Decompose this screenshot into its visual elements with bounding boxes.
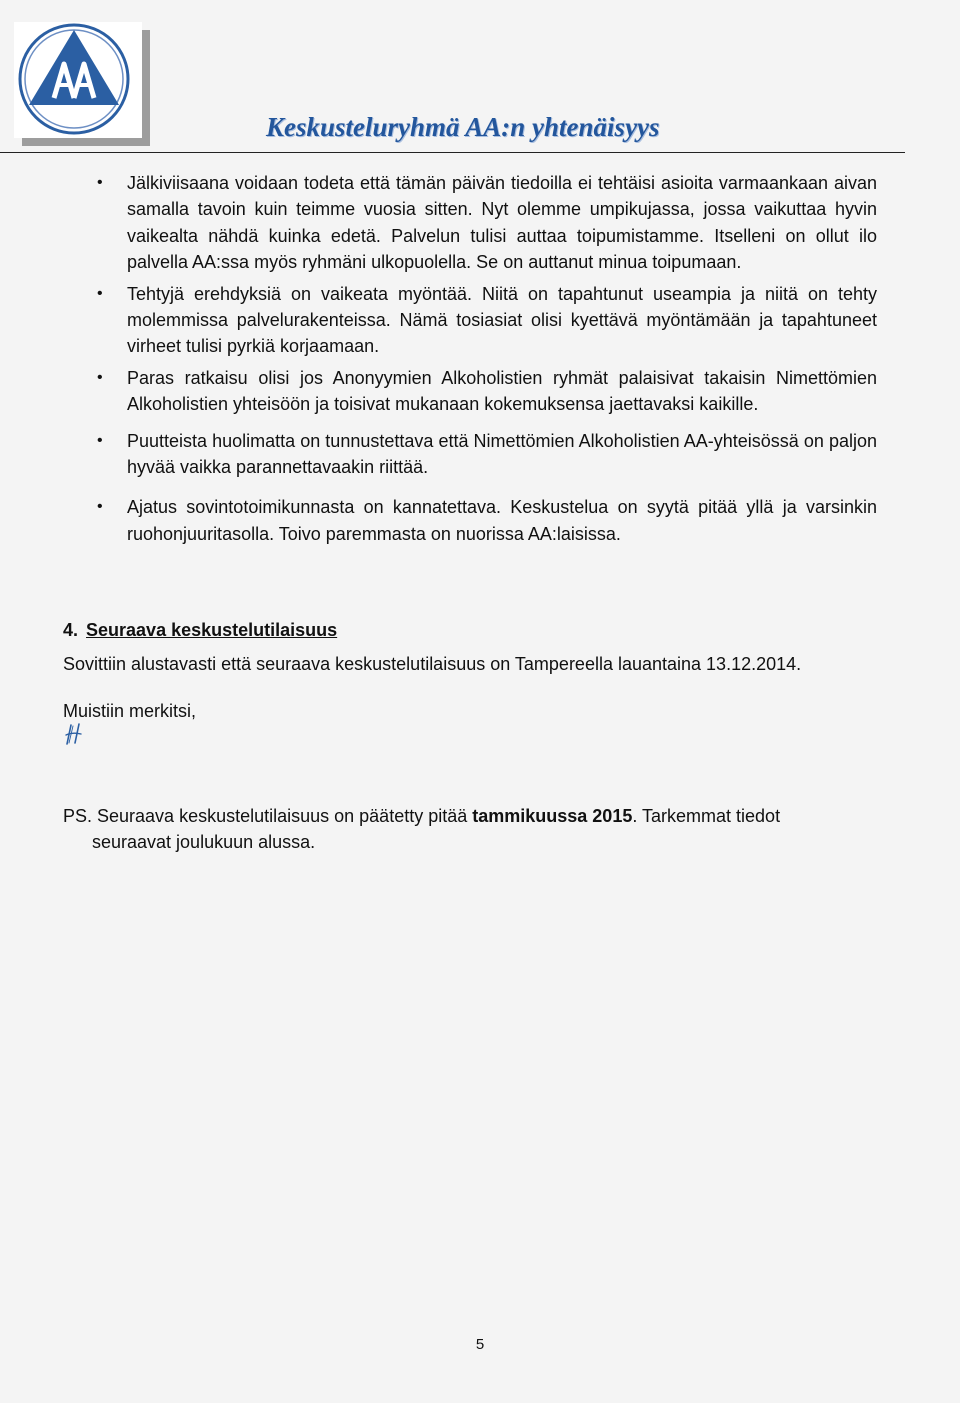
page-number: 5 (475, 1336, 485, 1353)
list-item (97, 365, 877, 418)
bullet-icon: • (97, 498, 103, 516)
bullet-icon: • (97, 284, 103, 302)
handwritten-signature (64, 722, 84, 748)
section-title: Seuraava keskustelutilaisuus (86, 620, 338, 640)
section-heading (63, 617, 337, 643)
bullet-list (0, 170, 960, 547)
postscript-line-2: seuraavat joulukuun alussa. (92, 832, 316, 853)
aa-logo (14, 22, 142, 138)
section-paragraph: Sovittiin alustavasti että seuraava keskustelutilaisuus on Tampereella lauantaina 13.12.2014. (63, 654, 802, 674)
list-item-text: Jälkiviisaana voidaan todeta että tämän päivän tiedoilla ei tehtäisi asioita varmaankaan aivan samalla tavoin kuin teimme vuosia sitten. Nyt olemme umpikujassa, jossa vaikuttaa hyvin vaikealta nähdä kuinka edetä. Palvelun tulisi auttaa toipumistamme. Itselleni on ollut ilo palvella AA:ssa myös ryhmäni ulkopuolella. Se on auttanut minua toipumaan. (127, 173, 877, 273)
postscript-text: PS. Seuraava keskustelutilaisuus on päätetty pitää (63, 806, 473, 826)
list-item (97, 494, 877, 547)
list-item-text: Ajatus sovintotoimikunnasta on kannatettava. Keskustelua on syytä pitää yllä ja varsinkin ruohonjuuritasolla. Toivo paremmasta on nuorissa AA:laisissa. (127, 497, 877, 544)
bullet-icon: • (97, 431, 103, 449)
postscript-text-end: . Tarkemmat tiedot (632, 806, 781, 826)
closing-line: Muistiin merkitsi, (63, 701, 197, 721)
list-item (97, 428, 877, 481)
section-number: 4. (63, 620, 79, 640)
postscript-date: tammikuussa 2015 (472, 806, 633, 826)
bullet-icon: • (97, 368, 103, 386)
list-item-text: Puutteista huolimatta on tunnustettava että Nimettömien Alkoholistien AA-yhteisössä on paljon hyvää vaikka parannettavaakin riittää. (127, 430, 877, 478)
bullet-icon: • (97, 174, 103, 191)
list-item-text: Paras ratkaisu olisi jos Anonyymien Alkoholistien ryhmät palaisivat takaisin Nimettömien Alkoholistien yhteisöön ja toisivat mukanaan kokemuksensa jaettavaksi kaikille. (127, 367, 877, 415)
list-item-text: Tehtyjä erehdyksiä on vaikeata myöntää. Niitä on tapahtunut useampia ja niitä on tehty molemmissa palvelurakenteissa. Nämä tosiasiat olisi kyettävä myöntämään ja tapahtuneet virheet tulisi pyrkiä korjaamaan. (127, 283, 877, 357)
header-title: Keskusteluryhmä AA:n yhtenäisyys (266, 112, 660, 142)
header-divider (0, 152, 905, 153)
list-item (97, 170, 877, 276)
postscript (63, 803, 863, 856)
list-item (97, 281, 877, 360)
